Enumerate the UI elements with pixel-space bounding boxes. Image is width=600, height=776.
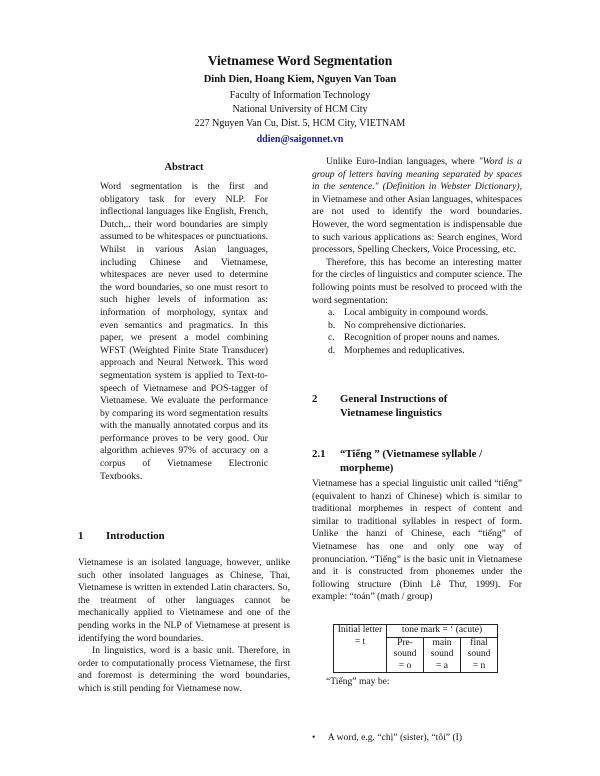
affiliation-address: 227 Nguyen Van Cu, Dist. 5, HCM City, VIETNAM [194, 118, 406, 129]
tieng-may-be: “Tiếng” may be: [326, 676, 390, 687]
euro-indian-paragraph [312, 156, 522, 257]
affiliation-faculty: Faculty of Information Technology [229, 90, 371, 101]
abstract-text: Word segmentation is the first and obligatory task for every NLP. For inflectional languages like English, French, Dutch,.. their word boundaries are simply assumed to be whitespaces or punctuations. Whilst in various Asian languages, including Chinese and Vietnamese, whitespaces are never used to determine the word boundaries, so one must resort to such higher levels of information as: information of morphology, syntax and even semantics and pragmatics. In this paper, we present a model combining WFST (Weighted Finite State Transducer) approach and Neural Network. This word segmentation system is applied to Text-to-speech of Vietnamese and POS-tagger of Vietnamese. We evaluate the performance by comparing its word segmentation results with the manually annotated corpus and its performance proves to be very good. Our algorithm achieves 97% of accuracy on a corpus of Vietnamese Electronic Textbooks. [100, 181, 268, 482]
issues-list [312, 307, 522, 357]
list-item: d. Morphemes and reduplicatives. [328, 344, 465, 356]
table-cell-presound: Pre-sound = o [387, 637, 424, 673]
section-1-number: 1 [78, 530, 84, 542]
webster-quote: "Word is a group of letters having meaning separated by spaces in the sentence." (Definition in Webster Dictionary), [312, 156, 522, 193]
tieng-body [312, 478, 522, 604]
section-2-1-heading [312, 447, 522, 477]
table-cell-final: final sound = n [461, 637, 498, 673]
interest-paragraph: Therefore, this has become an interesting matter for the circles of linguistics and computer science. The following points must be resolved to proceed with the word segmentation: [312, 256, 523, 306]
section-2-1-title-line-2: morpheme) [340, 462, 394, 474]
introduction-body [78, 557, 290, 696]
section-2-1-title-line-1: “Tiếng ” (Vietnamese syllable / [340, 448, 483, 460]
section-1-title: Introduction [106, 530, 165, 542]
bullet-icon: • [312, 732, 316, 743]
introduction-paragraph-1: Vietnamese is an isolated language, however, unlike such other insolated languages as Chinese, Thai, Vietnamese is written in extended Latin characters. So, the treatment of other languages cannot be mechanically applied to Vietnamese and one of the pending works in the NLP of Vietnamese at present is identifying the word boundaries. [78, 557, 290, 644]
table-cell-initial: Initial letter = t [334, 625, 387, 673]
list-item: c. Recognition of proper nouns and names. [328, 332, 500, 344]
right-column-intro [312, 156, 522, 358]
introduction-paragraph-2: In linguistics, word is a basic unit. Therefore, in order to computationally process Vietnamese, the first and foremost is determining the word boundaries, which is still pending for Vietnamese now. [78, 645, 290, 694]
p1-rest: in Vietnamese and other Asian languages, whitespaces are not used to identify the word boundaries. However, the word segmentation is indispensable due to such various applications as: Search engines, Word processors, Spelling Checkers, Voice Processing, etc. [312, 193, 522, 256]
abstract-body [100, 181, 268, 483]
section-2-heading [312, 392, 522, 422]
bullet-text: A word, e.g. “chị” (sister), “tôi” (I) [327, 732, 463, 743]
abstract-heading: Abstract [164, 162, 204, 173]
list-item: b. No comprehensive dictionaries. [328, 319, 466, 331]
section-2-title-line-2: Vietnamese linguistics [340, 407, 442, 419]
authors: Dinh Dien, Hoang Kiem, Nguyen Van Toan [203, 74, 397, 85]
section-2-1-number: 2.1 [312, 448, 326, 460]
p1-lead: Unlike Euro-Indian languages, where [326, 156, 479, 167]
table-cell-tone: tone mark = ‘ (acute) [387, 625, 498, 638]
syllable-structure-table [333, 624, 498, 673]
tieng-paragraph: Vietnamese has a special linguistic unit called “tiếng” (equivalent to hanzi of Chinese) which is similar to traditional morphemes in respect of content and similar to traditional syllables in respect of form. Unlike the hanzi of Chinese, each “tiếng” of Vietnamese has one and only one way of pronunciation. “Tiếng” is the basic unit in Vietnamese and it is constructed from phonemes under the following structure (Đinh Lê Thư, 1999). For example: “toán” (math / group) [312, 478, 522, 603]
list-item: a. Local ambiguity in compound words. [328, 307, 489, 319]
paper-title: Vietnamese Word Segmentation [207, 53, 393, 68]
table-cell-main: main sound = a [424, 637, 461, 673]
affiliation-university: National University of HCM City [232, 104, 368, 115]
bullet-item [312, 732, 462, 743]
section-2-title-line-1: General Instructions of [340, 393, 448, 405]
section-2-number: 2 [312, 393, 318, 405]
author-email[interactable]: ddien@saigonnet.vn [256, 134, 344, 145]
